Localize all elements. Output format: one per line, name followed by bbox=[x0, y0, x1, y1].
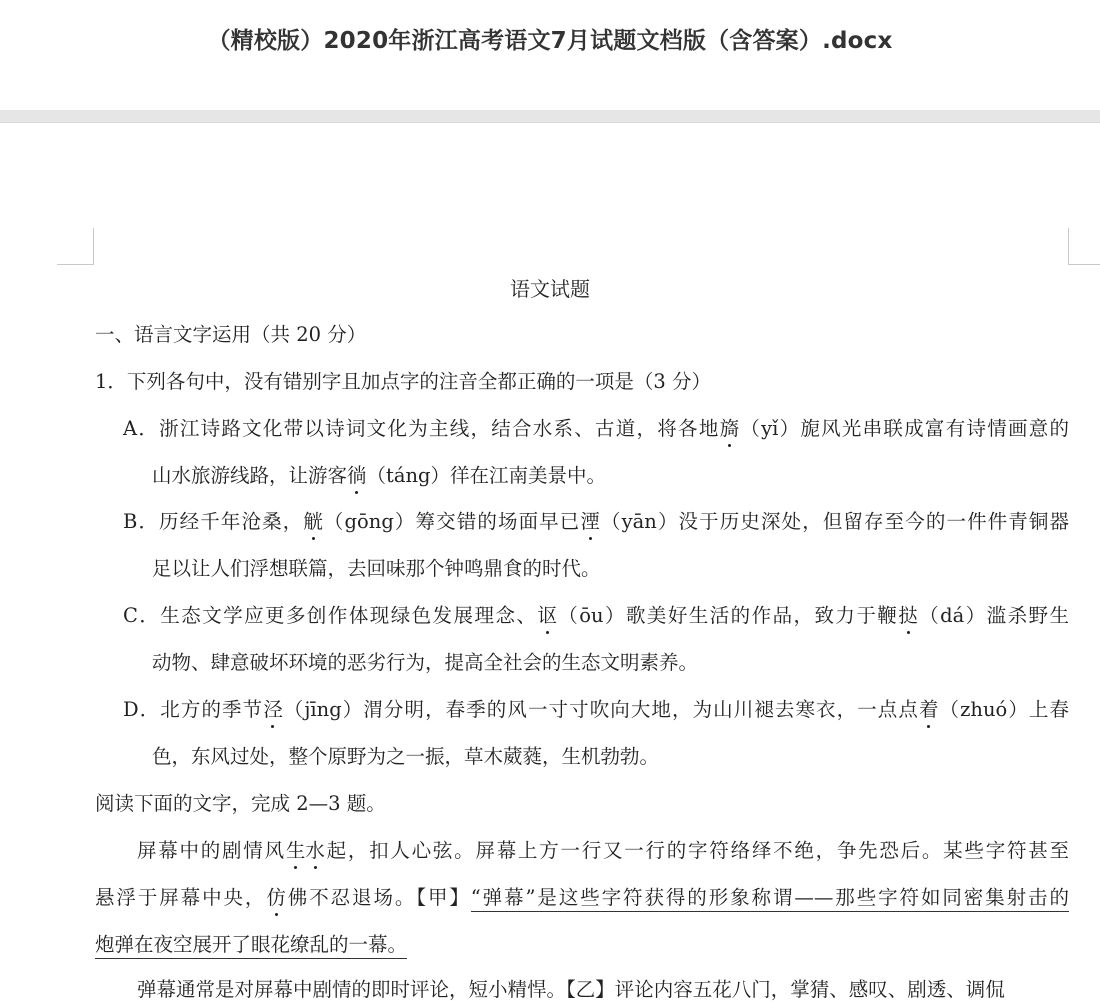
margin-corner-right bbox=[1068, 228, 1100, 265]
margin-corner-left bbox=[57, 228, 94, 265]
dotted-char: 着 bbox=[918, 698, 939, 721]
passage-line1: 屏幕中的剧情风生水起，扣人心弦。屏幕上方一行又一行的字符络绎不绝，争先恐后。某些字符甚至 bbox=[137, 839, 1069, 862]
dotted-char: 湮 bbox=[580, 510, 600, 533]
dotted-char: 水 bbox=[305, 839, 325, 862]
dotted-char: 泾 bbox=[263, 698, 283, 721]
dotted-char: 徜 bbox=[347, 464, 367, 487]
option-d-line1: D．北方的季节泾（jīng）渭分明，春季的风一寸寸吹向大地，为山川褪去寒衣，一点点着（zhuó）上春 bbox=[123, 698, 1069, 721]
question-1: 1．下列各句中，没有错别字且加点字的注音全都正确的一项是（3 分） bbox=[95, 370, 712, 393]
option-c-line1: C．生态文学应更多创作体现绿色发展理念、讴（ōu）歌美好生活的作品，致力于鞭挞（dá）滥杀野生 bbox=[123, 604, 1069, 627]
passage-line4: 弹幕通常是对屏幕中剧情的即时评论，短小精悍。【乙】评论内容五花八门，掌猜、感叹、剧透、调侃 bbox=[137, 978, 1005, 1001]
passage-line2: 悬浮于屏幕中央，仿佛不忍退场。【甲】“弹幕”是这些字符获得的形象称谓——那些字符如同密集射击的 bbox=[95, 886, 1069, 910]
underlined-sentence: 炮弹在夜空展开了眼花缭乱的一幕。 bbox=[95, 933, 407, 959]
doc-heading: 语文试题 bbox=[510, 277, 590, 301]
underlined-sentence: “弹幕”是这些字符获得的形象称谓——那些字符如同密集射击的 bbox=[471, 886, 1069, 912]
passage-line3 bbox=[95, 933, 407, 957]
document-page[interactable] bbox=[0, 123, 1100, 1001]
document-title: （精校版）2020年浙江高考语文7月试题文档版（含答案）.docx bbox=[207, 28, 893, 54]
title-bar bbox=[0, 0, 1100, 110]
option-b-line2: 足以让人们浮想联篇，去回味那个钟鸣鼎食的时代。 bbox=[152, 557, 601, 580]
option-a-line1: A．浙江诗路文化带以诗词文化为主线，结合水系、古道，将各地旖（yǐ）旎风光串联成富有诗情画意的 bbox=[123, 417, 1069, 440]
option-b-line1: B．历经千年沧桑，觥（gōng）筹交错的场面早已湮（yān）没于历史深处，但留存至今的一件件青铜器 bbox=[123, 510, 1070, 533]
dotted-char: 讴 bbox=[537, 604, 557, 627]
option-a-line2: 山水旅游线路，让游客徜（táng）徉在江南美景中。 bbox=[152, 464, 607, 487]
option-d-line2: 色，东风过处，整个原野为之一振，草木葳蕤，生机勃勃。 bbox=[152, 745, 660, 768]
dotted-char: 仿 bbox=[266, 886, 286, 909]
dotted-char: 觥 bbox=[303, 510, 323, 533]
dotted-char: 旖 bbox=[719, 417, 740, 440]
reading-instruction: 阅读下面的文字，完成 2—3 题。 bbox=[95, 792, 386, 815]
dotted-char: 挞 bbox=[898, 604, 918, 627]
option-c-line2: 动物、肆意破坏环境的恶劣行为，提高全社会的生态文明素养。 bbox=[152, 651, 699, 674]
page-gap bbox=[0, 110, 1100, 123]
dotted-char: 生 bbox=[285, 839, 306, 862]
section-heading: 一、语言文字运用（共 20 分） bbox=[95, 323, 367, 346]
